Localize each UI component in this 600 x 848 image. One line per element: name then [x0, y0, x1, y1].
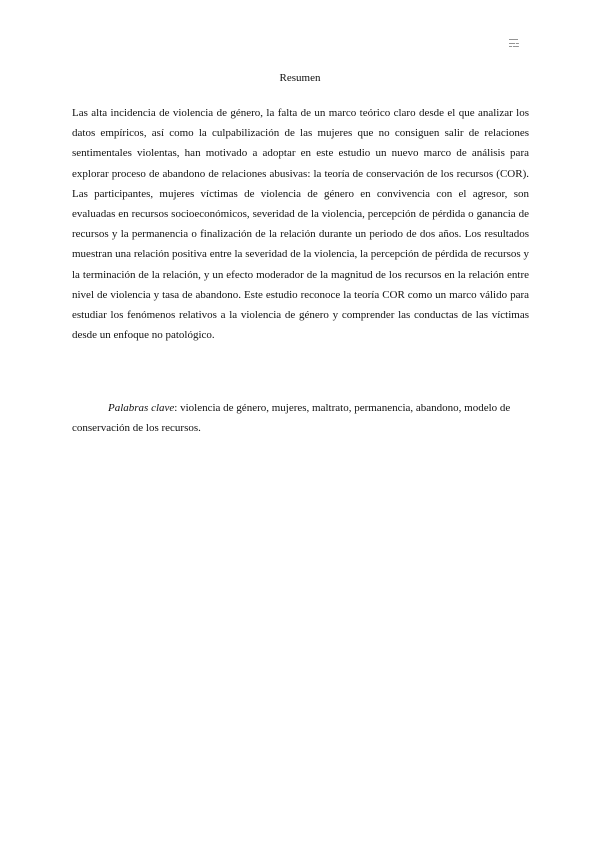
running-head-line: ▬▬ ▬	[509, 40, 519, 45]
keywords-paragraph	[72, 398, 529, 438]
running-head	[509, 38, 531, 49]
abstract-paragraph: Las alta incidencia de violencia de género, la falta de un marco teórico claro desde el que analizar los datos empíricos, así como la culpabilización de las mujeres que no consiguen salir de relaciones sentimentales violentas, han motivado a adoptar en este estudio un nuevo marco de análisis para explorar proceso de abandono de relaciones abusivas: la teoría de conservación de los recursos (COR). Las participantes, mujeres víctimas de violencia de género en convivencia con el agresor, son evaluadas en recursos socioeconómicos, severidad de la violencia, percepción de pérdida o ganancia de recursos y la permanencia o finalización de la relación durante un periodo de dos años. Los resultados muestran una relación positiva entre la severidad de la violencia, la percepción de pérdida de recursos y la terminación de la relación, y un efecto moderador de la magnitud de los recursos en la relación entre nivel de violencia y tasa de abandono. Este estudio reconoce la teoría COR como un marco válido para estudiar los fenómenos relativos a la violencia de género y comprender las conductas de las víctimas desde un enfoque no patológico.	[72, 107, 529, 342]
keywords-separator: :	[174, 402, 181, 414]
keywords-label: Palabras clave	[108, 402, 175, 414]
running-head-line: ▬▬▬	[509, 37, 518, 41]
keywords-list: violencia de género, mujeres, maltrato, permanencia, abandono, modelo de conservación de los recursos.	[72, 402, 511, 435]
page-title: Resumen	[279, 72, 321, 84]
running-head-line: ▬ ▬▬	[509, 44, 519, 49]
